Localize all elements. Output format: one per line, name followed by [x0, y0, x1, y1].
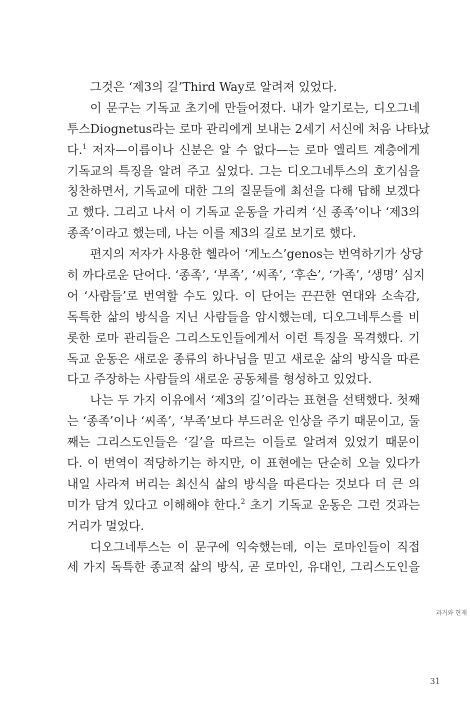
text-line — [67, 140, 420, 161]
text-line: 롯한 로마 관리들은 그리스도인들에게서 이런 특징을 목격했다. 기 — [67, 330, 420, 345]
text-line-fragment: 미가 담겨 있다고 이해해야 한다. — [67, 497, 241, 512]
text-line: 째는 그리스도인들은 ‘길’을 따르는 이들로 알려져 있었기 때문이 — [67, 435, 420, 450]
text-line: 편지의 저자가 사용한 헬라어 ‘게노스’genos는 번역하기가 상당 — [90, 247, 424, 262]
text-line: 다. 이 번역이 적당하기는 하지만, 이 표현에는 단순히 오늘 있다가 — [67, 456, 420, 471]
text-line: 독교 운동은 새로운 종류의 하나님을 믿고 새로운 삶의 방식을 따른 — [67, 351, 420, 366]
text-line: 이 문구는 기독교 초기에 만들어졌다. 내가 알기로는, 디오그네 — [90, 100, 420, 115]
text-line: 디오그네투스는 이 문구에 익숙했는데, 이는 로마인들이 직접 — [90, 539, 420, 554]
text-line: 히 까다로운 단어다. ‘종족’, ‘부족’, ‘씨족’, ‘후손’, ‘가족’, ‘생명’ 심지 — [67, 268, 426, 283]
text-line: 내일 사라져 버리는 최신식 삶의 방식을 따른다는 것보다 더 큰 의 — [67, 476, 420, 491]
text-line-fragment: 다. — [67, 142, 83, 157]
text-line: 기독교의 특징을 알려 주고 싶었다. 그는 디오그네투스의 호기심을 — [67, 163, 420, 178]
text-line: 그것은 ‘제3의 길’Third Way로 알려져 있었다. — [90, 80, 338, 94]
footnote-marker: 1 — [82, 142, 87, 151]
text-line: 투스Diognetus라는 로마 관리에게 보내는 2세기 서신에 처음 나타났 — [67, 121, 430, 136]
text-line: 고 했다. 그리고 나서 이 기독교 운동을 가리켜 ‘신 종족’이나 ‘제3의 — [67, 205, 420, 220]
text-line: 거리가 멀었다. — [67, 518, 145, 533]
text-line: 는 ‘종족’이나 ‘씨족’, ‘부족’보다 부드러운 인상을 주기 때문이고, 둘 — [67, 414, 420, 429]
text-line-fragment: 저자—이름이나 신분은 알 수 없다—는 로마 엘리트 계층에게 — [86, 142, 420, 157]
text-line: 칭찬하면서, 기독교에 대한 그의 질문들에 최선을 다해 답해 보겠다 — [67, 184, 420, 199]
text-line — [67, 495, 420, 516]
text-line: 세 가지 독특한 종교적 삶의 방식, 곧 로마인, 유대인, 그리스도인을 — [67, 560, 420, 575]
text-line-fragment: 초기 기독교 운동은 그런 것과는 — [245, 497, 420, 512]
text-line: 나는 두 가지 이유에서 ‘제3의 길’이라는 표현을 선택했다. 첫째 — [90, 393, 420, 408]
text-line: 종족’이라고 했는데, 나는 이를 제3의 길로 보기로 했다. — [67, 226, 357, 241]
footnote-marker: 2 — [240, 497, 246, 506]
body-text — [67, 77, 430, 578]
text-line: 다고 주장하는 사람들의 새로운 공동체를 형성하고 있었다. — [67, 372, 372, 387]
text-line: 독특한 삶의 방식을 지닌 사람들을 암시했는데, 디오그네투스를 비 — [67, 309, 420, 324]
page-number: 31 — [430, 677, 441, 686]
running-section-label: 과거와 현재 — [436, 610, 467, 617]
text-line: 어 ‘사람들’로 번역할 수도 있다. 이 단어는 끈끈한 연대와 소속감, — [67, 288, 420, 303]
